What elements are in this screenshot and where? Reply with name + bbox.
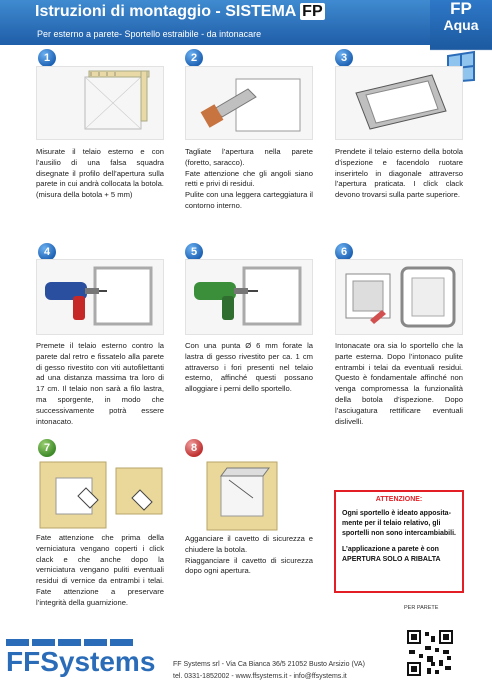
step-2-paragraph: Tagliate l’apertura nella parete (foretto, saracco). — [185, 147, 313, 167]
ffsystems-logo: FFSystems — [6, 646, 156, 677]
page-subtitle: Per esterno a parete- Sportello estraibile - da intonacare — [37, 29, 262, 39]
step-4-number: 4 — [38, 243, 56, 261]
step-8-paragraph: Riagganciare il cavetto di sicurezza dopo ogni apertura. — [185, 555, 313, 576]
paint-frame-icon — [36, 458, 164, 532]
step-2-text — [185, 147, 313, 212]
step-4-paragraph: Premete il telaio esterno contro la parete dal retro e fissatelo alla parete di gesso rivestito con viti autofilettanti ad una distanza massima tra loro di 17 cm. Il telaio non sarà a filo lastra, ma sporgente, in modo che successivamente potrà essere intonacato. — [36, 341, 164, 426]
company-info — [173, 659, 365, 683]
header-banner — [0, 0, 492, 45]
step-8-number: 8 — [185, 439, 203, 457]
step-2-paragraph: Pulite con una leggera carteggiatura il contorno interno. — [185, 190, 313, 210]
attention-title: ATTENZIONE: — [375, 496, 423, 503]
safety-cable-icon — [185, 458, 313, 532]
step-3-illustration — [335, 66, 463, 140]
step-7-number: 7 — [38, 439, 56, 457]
step-5-number: 5 — [185, 243, 203, 261]
logo-aqua-text: Aqua — [443, 17, 479, 33]
step-5-paragraph: Con una punta Ø 6 mm forate la lastra di gesso rivestito per ca. 1 cm attraverso i fori presenti nel telaio esterno, affinché questi possano alloggiare i perni dello sportello. — [185, 341, 313, 394]
per-parete-label: PER PARETE — [404, 605, 439, 611]
step-8-paragraph: Agganciare il cavetto di sicurezza e chiudere la botola. — [185, 534, 313, 554]
attention-text: Ogni sportello è ideato apposita-mente per il telaio relativo, gli sportelli non sono intercambiabili. — [342, 510, 456, 537]
page-title — [35, 3, 325, 21]
step-7-paragraph: Fate attenzione che prima della verniciatura vengano coperti i click clack e che anche dopo la verniciatura vengano puliti eventuali residui di vernice da entrambi i telai. Fate attenzione a preservare l’integrità della guarnizione. — [36, 533, 164, 607]
step-7-illustration — [36, 458, 164, 532]
step-7-text — [36, 533, 164, 609]
step-3-paragraph: Prendete il telaio esterno della botola d’ispezione e facendolo ruotare inserirtelo in diagonale attraverso l’apertura praticata. I click clack devono trovarsi sulla parte superiore. — [335, 147, 463, 200]
plaster-icon — [336, 260, 462, 334]
step-8-illustration — [185, 458, 313, 532]
step-4-illustration — [36, 259, 164, 335]
step-5-illustration — [185, 259, 313, 335]
measure-frame-icon — [37, 67, 163, 139]
drill-icon — [186, 260, 312, 334]
step-3-text — [335, 147, 463, 201]
insert-frame-icon — [336, 67, 462, 139]
qr-code-icon — [405, 628, 455, 678]
title-fp: FP — [302, 3, 323, 20]
screwdriver-icon — [37, 260, 163, 334]
step-6-text — [335, 341, 463, 427]
step-1-paragraph: Misurate il telaio esterno e con l’ausilio di una falsa squadra disegnate il profilo dell’apertura sulla parete in cui andrà collocata la botola. — [36, 147, 164, 189]
logo-fp-text: FP — [450, 0, 472, 18]
step-6-illustration — [335, 259, 463, 335]
step-6-paragraph: Intonacate ora sia lo sportello che la parte esterna. Dopo l’intonaco pulite entrambi i telai da eventuali residui. Questo è fondamentale affinché non venga compromessa la funzionalità della botola d’ispezione. Dopo l’asciugatura rettificare eventuali dislivelli. — [335, 341, 463, 426]
company-address: FF Systems srl - Via Ca Bianca 36/5 21052 Busto Arsizio (VA) — [173, 661, 365, 668]
step-6-number: 6 — [335, 243, 353, 261]
step-4-text — [36, 341, 164, 427]
step-5-text — [185, 341, 313, 395]
step-1-paragraph: (misura della botola + 5 mm) — [36, 190, 133, 200]
saw-cut-icon — [186, 67, 312, 139]
step-1-illustration — [36, 66, 164, 140]
step-3-number: 3 — [335, 49, 353, 67]
attention-box — [334, 490, 464, 593]
step-1-text — [36, 147, 164, 201]
attention-text: L’applicazione a parete è con APERTURA SOLO A RIBALTA — [342, 546, 441, 563]
step-2-paragraph: Fate attenzione che gli angoli siano retti e privi di residui. — [185, 168, 313, 189]
step-1-number: 1 — [38, 49, 56, 67]
company-contacts: tel. 0331-1852002 - www.ffsystems.it - info@ffsystems.it — [173, 673, 347, 680]
step-2-illustration — [185, 66, 313, 140]
title-prefix: Istruzioni di montaggio - SISTEMA — [35, 3, 301, 20]
step-8-text — [185, 534, 313, 577]
step-2-number: 2 — [185, 49, 203, 67]
